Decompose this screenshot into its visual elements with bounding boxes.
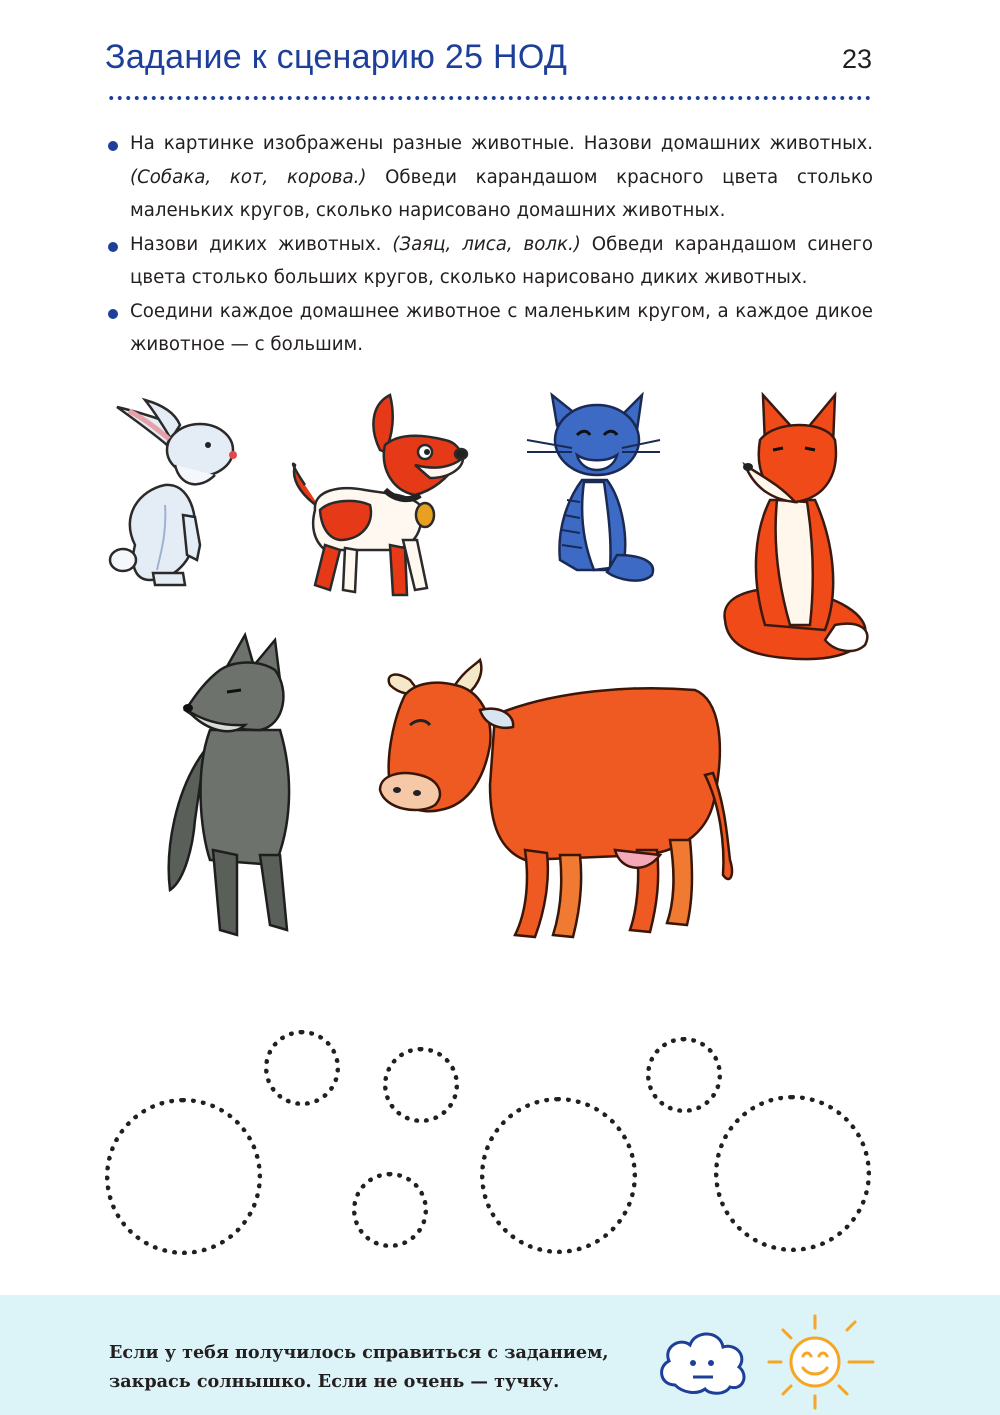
small-circle-2[interactable] xyxy=(383,1047,459,1123)
large-circle-2[interactable] xyxy=(480,1097,637,1254)
small-circle-4[interactable] xyxy=(352,1172,428,1248)
hint-text: (Собака, кот, корова.) xyxy=(130,166,367,188)
instruction-item-2: Назови диких животных. (Заяц, лиса, волк.) Обведи карандашом синего цвета столько больших кругов, сколько нарисовано диких животных. xyxy=(105,228,873,295)
bullet-icon xyxy=(108,242,118,252)
wolf-illustration xyxy=(165,630,315,945)
dotted-divider xyxy=(107,95,872,101)
dog-illustration xyxy=(285,390,475,608)
instruction-item-3: Соедини каждое домашнее животное с маленьким кругом, а каждое дикое животное — с большим. xyxy=(105,295,873,362)
bullet-icon xyxy=(108,141,118,151)
large-circle-3[interactable] xyxy=(714,1095,871,1252)
page-title: Задание к сценарию 25 НОД xyxy=(105,38,568,76)
rabbit-illustration xyxy=(105,395,245,595)
sun-icon[interactable] xyxy=(765,1312,885,1412)
bullet-icon xyxy=(108,309,118,319)
page-number: 23 xyxy=(842,44,873,74)
cloud-icon[interactable] xyxy=(655,1325,750,1400)
fox-illustration xyxy=(715,390,875,665)
footer-instruction: Если у тебя получилось справиться с заданием, закрась солнышко. Если не очень — тучку. xyxy=(109,1342,609,1392)
instruction-list xyxy=(105,127,873,362)
cat-illustration xyxy=(522,390,662,590)
small-circle-1[interactable] xyxy=(264,1030,340,1106)
large-circle-1[interactable] xyxy=(105,1098,262,1255)
small-circle-3[interactable] xyxy=(646,1037,722,1113)
cow-illustration xyxy=(375,655,740,950)
instruction-item-1: На картинке изображены разные животные. Назови домашних животных. (Собака, кот, корова.) Обведи карандашом красного цвета столько маленьких кругов, сколько нарисовано домашних животных. xyxy=(105,127,873,228)
hint-text: (Заяц, лиса, волк.) xyxy=(392,233,581,255)
